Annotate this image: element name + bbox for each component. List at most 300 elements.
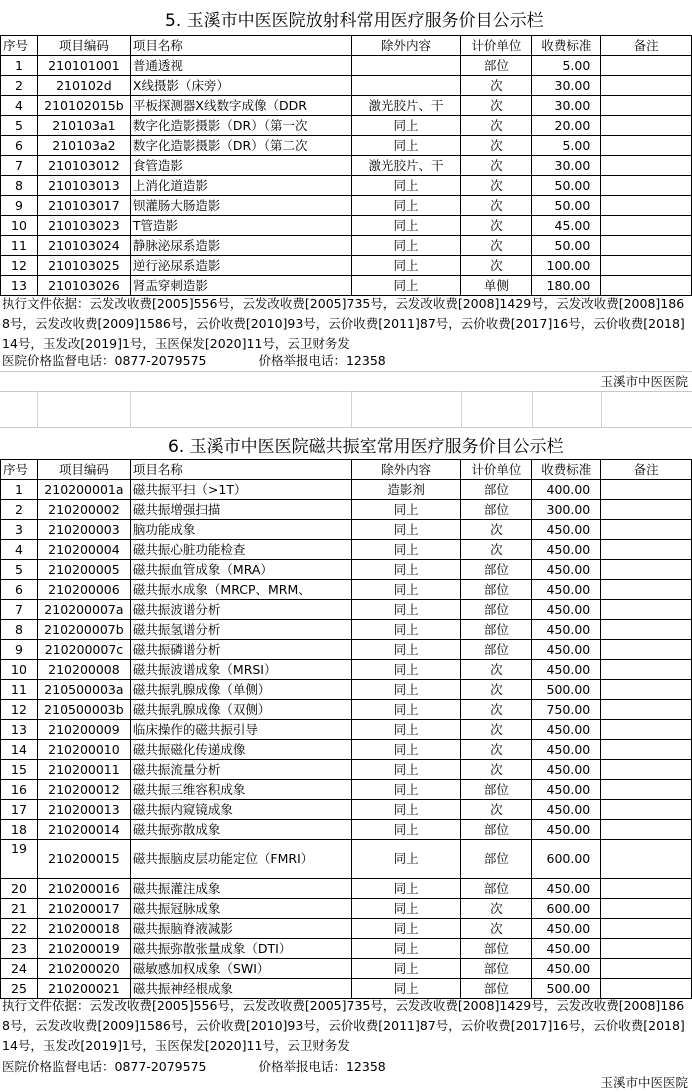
cell-code: 210200014 <box>37 820 130 840</box>
cell-seq: 2 <box>1 500 38 520</box>
cell-remark <box>601 76 692 96</box>
cell-remark <box>601 899 692 919</box>
cell-remark <box>601 840 692 879</box>
cell-unit: 部位 <box>461 620 532 640</box>
section1-supervise-phone: 医院价格监督电话：0877-2079575 <box>2 353 207 368</box>
cell-seq: 21 <box>1 899 38 919</box>
cell-code: 210500003b <box>37 700 130 720</box>
cell-excluded: 同上 <box>351 600 461 620</box>
cell-seq: 6 <box>1 136 38 156</box>
cell-seq: 23 <box>1 939 38 959</box>
cell-code: 210200006 <box>37 580 130 600</box>
table-row <box>1 640 692 660</box>
cell-seq: 1 <box>1 56 38 76</box>
cell-remark <box>601 56 692 76</box>
cell-name: T管造影 <box>130 216 351 236</box>
cell-unit: 次 <box>461 116 532 136</box>
cell-excluded <box>351 76 461 96</box>
cell-unit: 部位 <box>461 840 532 879</box>
cell-name: 临床操作的磁共振引导 <box>130 720 351 740</box>
cell-seq: 12 <box>1 256 38 276</box>
header-name: 项目名称 <box>130 460 351 480</box>
cell-unit: 次 <box>461 540 532 560</box>
cell-seq: 7 <box>1 156 38 176</box>
cell-code: 210103a1 <box>37 116 130 136</box>
cell-remark <box>601 520 692 540</box>
table-row <box>1 116 692 136</box>
cell-remark <box>601 879 692 899</box>
cell-unit: 部位 <box>461 56 532 76</box>
cell-seq: 12 <box>1 700 38 720</box>
cell-code: 210200019 <box>37 939 130 959</box>
cell-excluded: 同上 <box>351 820 461 840</box>
section1-title: 5. 玉溪市中医医院放射科常用医疗服务价目公示栏 <box>165 11 544 31</box>
cell-unit: 次 <box>461 520 532 540</box>
section1-price-table <box>0 35 692 296</box>
table-row <box>1 680 692 700</box>
cell-excluded: 同上 <box>351 520 461 540</box>
cell-excluded: 激光胶片、干 <box>351 96 461 116</box>
cell-price: 450.00 <box>532 720 601 740</box>
cell-excluded: 同上 <box>351 840 461 879</box>
cell-seq: 10 <box>1 216 38 236</box>
cell-remark <box>601 620 692 640</box>
cell-code: 210103a2 <box>37 136 130 156</box>
cell-seq: 16 <box>1 780 38 800</box>
table-row <box>1 919 692 939</box>
cell-name: 平板探测器X线数字成像（DDR <box>130 96 351 116</box>
cell-name: X线摄影（床旁） <box>130 76 351 96</box>
header-seq: 序号 <box>1 36 38 56</box>
cell-remark <box>601 760 692 780</box>
cell-code: 210200018 <box>37 919 130 939</box>
cell-remark <box>601 800 692 820</box>
cell-name: 数字化造影摄影（DR）（第一次 <box>130 116 351 136</box>
table-row <box>1 196 692 216</box>
cell-excluded: 同上 <box>351 780 461 800</box>
cell-price: 180.00 <box>532 276 601 296</box>
cell-seq: 9 <box>1 196 38 216</box>
cell-price: 600.00 <box>532 899 601 919</box>
cell-code: 210200007b <box>37 620 130 640</box>
cell-price: 450.00 <box>532 520 601 540</box>
cell-price: 100.00 <box>532 256 601 276</box>
cell-unit: 次 <box>461 236 532 256</box>
cell-price: 450.00 <box>532 919 601 939</box>
cell-excluded: 同上 <box>351 879 461 899</box>
table-row <box>1 840 692 879</box>
cell-code: 210200016 <box>37 879 130 899</box>
cell-excluded: 同上 <box>351 136 461 156</box>
cell-code: 210200005 <box>37 560 130 580</box>
cell-price: 400.00 <box>532 480 601 500</box>
cell-remark <box>601 700 692 720</box>
cell-name: 磁共振灌注成象 <box>130 879 351 899</box>
cell-excluded: 同上 <box>351 216 461 236</box>
cell-seq: 4 <box>1 96 38 116</box>
cell-name: 普通透视 <box>130 56 351 76</box>
cell-code: 210103017 <box>37 196 130 216</box>
cell-code: 210103024 <box>37 236 130 256</box>
cell-price: 450.00 <box>532 540 601 560</box>
header-name: 项目名称 <box>130 36 351 56</box>
cell-price: 450.00 <box>532 580 601 600</box>
cell-seq: 13 <box>1 276 38 296</box>
cell-excluded: 同上 <box>351 680 461 700</box>
cell-name: 磁共振三维容积成象 <box>130 780 351 800</box>
cell-name: 磁共振波谱分析 <box>130 600 351 620</box>
cell-unit: 部位 <box>461 820 532 840</box>
cell-name: 磁共振内窥镜成象 <box>130 800 351 820</box>
cell-remark <box>601 136 692 156</box>
cell-code: 210200004 <box>37 540 130 560</box>
cell-remark <box>601 156 692 176</box>
cell-excluded: 同上 <box>351 899 461 919</box>
cell-remark <box>601 276 692 296</box>
table-row <box>1 256 692 276</box>
cell-remark <box>601 660 692 680</box>
cell-seq: 10 <box>1 660 38 680</box>
table-row <box>1 740 692 760</box>
cell-name: 磁共振磁化传递成像 <box>130 740 351 760</box>
header-remark: 备注 <box>601 36 692 56</box>
cell-price: 450.00 <box>532 560 601 580</box>
cell-unit: 部位 <box>461 939 532 959</box>
cell-name: 磁共振乳腺成像（双侧） <box>130 700 351 720</box>
cell-price: 450.00 <box>532 640 601 660</box>
cell-price: 450.00 <box>532 780 601 800</box>
cell-remark <box>601 256 692 276</box>
table-row <box>1 800 692 820</box>
cell-seq: 8 <box>1 620 38 640</box>
table-row <box>1 720 692 740</box>
cell-price: 450.00 <box>532 620 601 640</box>
cell-remark <box>601 96 692 116</box>
cell-name: 磁共振流量分析 <box>130 760 351 780</box>
cell-price: 30.00 <box>532 156 601 176</box>
section2-price-table <box>0 459 692 999</box>
table-row <box>1 660 692 680</box>
cell-price: 20.00 <box>532 116 601 136</box>
cell-excluded: 造影剂 <box>351 480 461 500</box>
cell-remark <box>601 500 692 520</box>
cell-code: 210103023 <box>37 216 130 236</box>
cell-remark <box>601 216 692 236</box>
cell-remark <box>601 919 692 939</box>
table-row <box>1 96 692 116</box>
cell-price: 5.00 <box>532 136 601 156</box>
cell-code: 210200008 <box>37 660 130 680</box>
table-row <box>1 899 692 919</box>
table-row <box>1 520 692 540</box>
cell-name: 食管造影 <box>130 156 351 176</box>
section2-supervise-phone: 医院价格监督电话：0877-2079575 <box>2 1059 207 1074</box>
cell-name: 磁共振平扫（>1T） <box>130 480 351 500</box>
cell-seq: 2 <box>1 76 38 96</box>
cell-price: 450.00 <box>532 800 601 820</box>
cell-seq: 6 <box>1 580 38 600</box>
cell-remark <box>601 600 692 620</box>
cell-seq: 5 <box>1 560 38 580</box>
cell-excluded <box>351 56 461 76</box>
header-seq: 序号 <box>1 460 38 480</box>
table-row <box>1 136 692 156</box>
cell-excluded: 同上 <box>351 760 461 780</box>
cell-excluded: 同上 <box>351 560 461 580</box>
cell-unit: 部位 <box>461 500 532 520</box>
table-row <box>1 879 692 899</box>
header-code: 项目编码 <box>37 460 130 480</box>
cell-unit: 次 <box>461 136 532 156</box>
table-row <box>1 156 692 176</box>
table-row <box>1 540 692 560</box>
cell-price: 500.00 <box>532 680 601 700</box>
cell-price: 450.00 <box>532 740 601 760</box>
cell-name: 数字化造影摄影（DR）（第二次 <box>130 136 351 156</box>
cell-name: 磁共振波谱成象（MRSI） <box>130 660 351 680</box>
cell-price: 450.00 <box>532 939 601 959</box>
cell-unit: 部位 <box>461 640 532 660</box>
cell-code: 210200002 <box>37 500 130 520</box>
table-row <box>1 480 692 500</box>
cell-name: 磁共振水成象（MRCP、MRM、 <box>130 580 351 600</box>
cell-excluded: 激光胶片、干 <box>351 156 461 176</box>
cell-seq: 1 <box>1 480 38 500</box>
cell-unit: 部位 <box>461 600 532 620</box>
section1-basis-note: 执行文件依据：云发改收费[2005]556号，云发改收费[2005]735号，云发改收费[2008]1429号，云发改收费[2008]1868号，云发改收费[2009]1586号，云价收费[2010]93号，云价收费[2011]87号，云价收费[2017]16号，云价收费[2018]14号，玉发改[2019]1号，玉医保发[2020]11号，云卫财务发 <box>2 296 685 351</box>
header-unit: 计价单位 <box>461 36 532 56</box>
section2-report-phone: 价格举报电话：12358 <box>258 1059 386 1074</box>
cell-remark <box>601 540 692 560</box>
cell-seq: 5 <box>1 116 38 136</box>
cell-remark <box>601 236 692 256</box>
cell-excluded: 同上 <box>351 256 461 276</box>
cell-seq: 9 <box>1 640 38 660</box>
cell-price: 450.00 <box>532 660 601 680</box>
table-row <box>1 216 692 236</box>
header-price: 收费标准 <box>532 36 601 56</box>
cell-remark <box>601 720 692 740</box>
cell-remark <box>601 560 692 580</box>
cell-seq: 3 <box>1 520 38 540</box>
cell-code: 210200011 <box>37 760 130 780</box>
cell-unit: 次 <box>461 216 532 236</box>
cell-price: 50.00 <box>532 196 601 216</box>
cell-unit: 次 <box>461 176 532 196</box>
cell-seq: 11 <box>1 236 38 256</box>
table-header-row <box>1 36 692 56</box>
cell-price: 50.00 <box>532 176 601 196</box>
cell-seq: 22 <box>1 919 38 939</box>
cell-code: 210200009 <box>37 720 130 740</box>
header-excluded: 除外内容 <box>351 36 461 56</box>
cell-unit: 次 <box>461 196 532 216</box>
cell-unit: 部位 <box>461 879 532 899</box>
cell-remark <box>601 680 692 700</box>
cell-remark <box>601 939 692 959</box>
cell-unit: 次 <box>461 156 532 176</box>
section2-hospital-name: 玉溪市中医医院 <box>600 1075 688 1090</box>
cell-excluded: 同上 <box>351 176 461 196</box>
cell-seq: 17 <box>1 800 38 820</box>
cell-name: 磁共振血管成象（MRA） <box>130 560 351 580</box>
table-row <box>1 600 692 620</box>
cell-code: 210102d <box>37 76 130 96</box>
cell-excluded: 同上 <box>351 919 461 939</box>
cell-price: 5.00 <box>532 56 601 76</box>
cell-price: 600.00 <box>532 840 601 879</box>
cell-excluded: 同上 <box>351 959 461 979</box>
cell-name: 磁共振神经根成象 <box>130 979 351 999</box>
cell-excluded: 同上 <box>351 640 461 660</box>
cell-unit: 次 <box>461 800 532 820</box>
cell-remark <box>601 780 692 800</box>
cell-name: 逆行泌尿系造影 <box>130 256 351 276</box>
section2-title: 6. 玉溪市中医医院磁共振室常用医疗服务价目公示栏 <box>168 437 564 457</box>
cell-excluded: 同上 <box>351 620 461 640</box>
table-row <box>1 939 692 959</box>
cell-unit: 次 <box>461 899 532 919</box>
section1-hospital-name: 玉溪市中医医院 <box>600 374 688 389</box>
cell-seq: 7 <box>1 600 38 620</box>
cell-name: 磁共振脑皮层功能定位（FMRI） <box>130 840 351 879</box>
cell-seq: 24 <box>1 959 38 979</box>
cell-name: 磁敏感加权成象（SWI） <box>130 959 351 979</box>
table-row <box>1 760 692 780</box>
cell-name: 磁共振乳腺成像（单侧） <box>130 680 351 700</box>
cell-name: 磁共振磷谱分析 <box>130 640 351 660</box>
cell-price: 450.00 <box>532 959 601 979</box>
cell-unit: 次 <box>461 96 532 116</box>
cell-code: 210200003 <box>37 520 130 540</box>
cell-code: 210200007a <box>37 600 130 620</box>
cell-price: 750.00 <box>532 700 601 720</box>
cell-seq: 20 <box>1 879 38 899</box>
cell-remark <box>601 740 692 760</box>
cell-code: 210200021 <box>37 979 130 999</box>
table-row <box>1 620 692 640</box>
cell-code: 210200015 <box>37 840 130 879</box>
header-remark: 备注 <box>601 460 692 480</box>
cell-name: 磁共振氢谱分析 <box>130 620 351 640</box>
header-excluded: 除外内容 <box>351 460 461 480</box>
cell-seq: 13 <box>1 720 38 740</box>
cell-code: 210200001a <box>37 480 130 500</box>
cell-name: 磁共振心脏功能检查 <box>130 540 351 560</box>
table-row <box>1 236 692 256</box>
cell-code: 210200010 <box>37 740 130 760</box>
cell-excluded: 同上 <box>351 700 461 720</box>
table-row <box>1 76 692 96</box>
cell-excluded: 同上 <box>351 800 461 820</box>
table-row <box>1 56 692 76</box>
table-row <box>1 560 692 580</box>
header-unit: 计价单位 <box>461 460 532 480</box>
table-row <box>1 700 692 720</box>
cell-excluded: 同上 <box>351 580 461 600</box>
cell-price: 45.00 <box>532 216 601 236</box>
cell-seq: 15 <box>1 760 38 780</box>
cell-name: 上消化道造影 <box>130 176 351 196</box>
cell-unit: 次 <box>461 919 532 939</box>
table-row <box>1 276 692 296</box>
cell-name: 肾盂穿刺造影 <box>130 276 351 296</box>
cell-excluded: 同上 <box>351 540 461 560</box>
cell-remark <box>601 196 692 216</box>
cell-unit: 部位 <box>461 560 532 580</box>
cell-remark <box>601 820 692 840</box>
cell-excluded: 同上 <box>351 979 461 999</box>
table-row <box>1 780 692 800</box>
cell-unit: 部位 <box>461 780 532 800</box>
cell-remark <box>601 116 692 136</box>
cell-price: 450.00 <box>532 879 601 899</box>
cell-seq: 11 <box>1 680 38 700</box>
cell-code: 210200017 <box>37 899 130 919</box>
cell-unit: 单侧 <box>461 276 532 296</box>
cell-code: 210103013 <box>37 176 130 196</box>
table-row <box>1 959 692 979</box>
cell-unit: 次 <box>461 660 532 680</box>
cell-excluded: 同上 <box>351 740 461 760</box>
cell-excluded: 同上 <box>351 660 461 680</box>
table-header-row <box>1 460 692 480</box>
cell-code: 210103025 <box>37 256 130 276</box>
section2-basis-note: 执行文件依据：云发改收费[2005]556号，云发改收费[2005]735号，云发改收费[2008]1429号，云发改收费[2008]1868号，云发改收费[2009]1586号，云价收费[2010]93号，云价收费[2011]87号，云价收费[2017]16号，云价收费[2018]14号，玉发改[2019]1号，玉医保发[2020]11号，云卫财务发 <box>2 998 685 1053</box>
cell-excluded: 同上 <box>351 939 461 959</box>
cell-name: 静脉泌尿系造影 <box>130 236 351 256</box>
cell-remark <box>601 959 692 979</box>
cell-code: 210101001 <box>37 56 130 76</box>
table-row <box>1 820 692 840</box>
cell-remark <box>601 176 692 196</box>
cell-name: 磁共振增强扫描 <box>130 500 351 520</box>
cell-excluded: 同上 <box>351 720 461 740</box>
cell-remark <box>601 640 692 660</box>
cell-seq: 25 <box>1 979 38 999</box>
cell-price: 30.00 <box>532 76 601 96</box>
cell-name: 磁共振脑脊液减影 <box>130 919 351 939</box>
cell-code: 210200007c <box>37 640 130 660</box>
cell-unit: 次 <box>461 256 532 276</box>
table-row <box>1 176 692 196</box>
cell-seq: 8 <box>1 176 38 196</box>
cell-excluded: 同上 <box>351 236 461 256</box>
cell-code: 210200012 <box>37 780 130 800</box>
cell-price: 500.00 <box>532 979 601 999</box>
cell-excluded: 同上 <box>351 196 461 216</box>
cell-unit: 部位 <box>461 480 532 500</box>
cell-seq: 19 <box>1 840 38 879</box>
cell-excluded: 同上 <box>351 276 461 296</box>
cell-price: 450.00 <box>532 760 601 780</box>
cell-unit: 次 <box>461 740 532 760</box>
cell-price: 450.00 <box>532 600 601 620</box>
cell-code: 210102015b <box>37 96 130 116</box>
section1-report-phone: 价格举报电话：12358 <box>258 353 386 368</box>
cell-code: 210200020 <box>37 959 130 979</box>
cell-excluded: 同上 <box>351 500 461 520</box>
cell-unit: 次 <box>461 680 532 700</box>
header-price: 收费标准 <box>532 460 601 480</box>
cell-name: 磁共振冠脉成象 <box>130 899 351 919</box>
cell-unit: 部位 <box>461 979 532 999</box>
cell-code: 210103026 <box>37 276 130 296</box>
cell-code: 210103012 <box>37 156 130 176</box>
cell-seq: 18 <box>1 820 38 840</box>
cell-unit: 次 <box>461 720 532 740</box>
cell-unit: 次 <box>461 76 532 96</box>
